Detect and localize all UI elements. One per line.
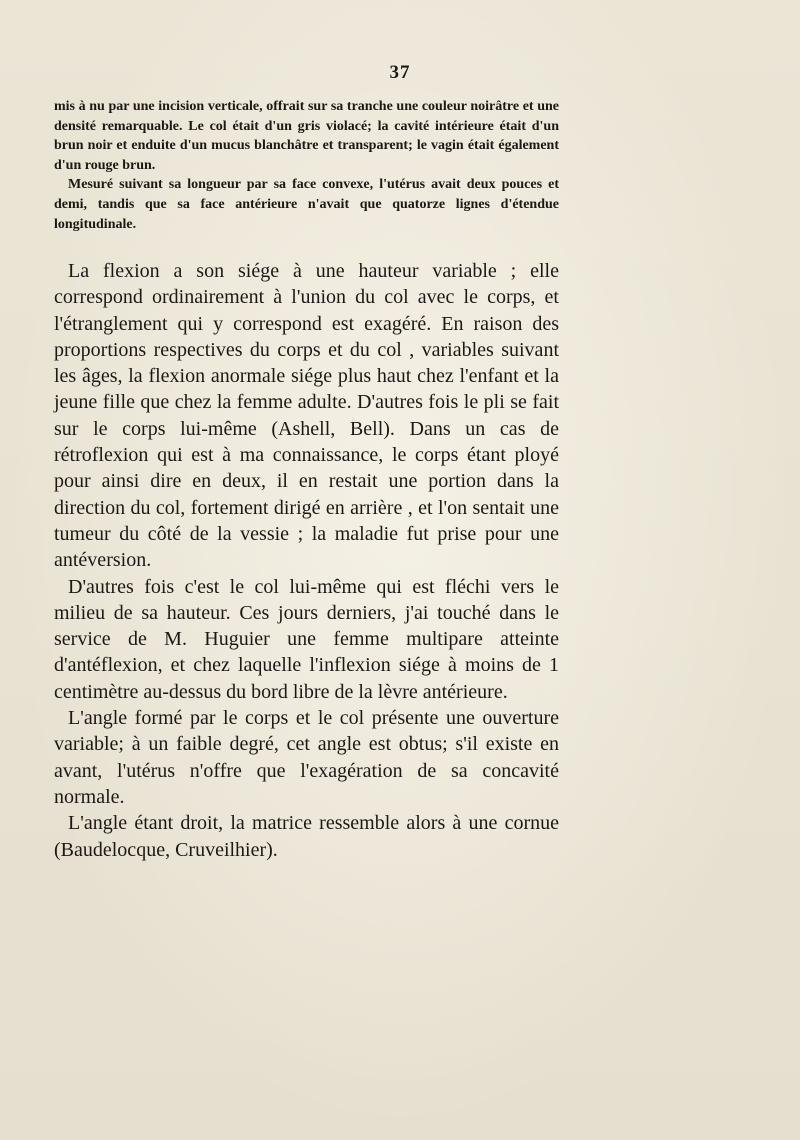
page-number: 37 (389, 62, 411, 83)
paragraph-cornue: L'angle étant droit, la matrice ressemble alors à une cornue (Baudelocque, Cruveilhier). (54, 812, 559, 861)
small-print-section (54, 97, 559, 234)
paragraph-col-flechi: D'autres fois c'est le col lui-même qui est fléchi vers le milieu de sa hauteur. Ces jours derniers, j'ai touché dans le service de M. Huguier une femme multipare atteinte d'antéflexion, et chez laquelle l'inflexion siége à moins de 1 centimètre au-dessus du bord libre de la lèvre antérieure. (54, 575, 559, 703)
paragraph-flexion: La flexion a son siége à une hauteur variable ; elle correspond ordinairement à l'union du col avec le corps, et l'étranglement qui y correspond est exagéré. En raison des proportions respectives du corps et du col , variables suivant les âges, la flexion anormale siége plus haut chez l'enfant et la jeune fille que chez la femme adulte. D'autres fois le pli se fait sur le corps lui-même (Ashell, Bell). Dans un cas de rétroflexion qui est à ma connaissance, le corps étant ployé pour ainsi dire en deux, il en restait une portion dans la direction du col, fortement dirigé en arrière , et l'on sentait une tumeur du côté de la vessie ; la maladie fut prise pour une antéversion. (54, 260, 559, 572)
small-paragraph-2: Mesuré suivant sa longueur par sa face convexe, l'utérus avait deux pouces et demi, tandis que sa face antérieure n'avait que quatorze lignes d'étendue longitudinale. (54, 177, 559, 232)
paragraph-angle: L'angle formé par le corps et le col présente une ouverture variable; à un faible degré, cet angle est obtus; s'il existe en avant, l'utérus n'offre que l'exagération de sa concavité normale. (54, 707, 559, 808)
small-paragraph-1: mis à nu par une incision verticale, offrait sur sa tranche une couleur noirâtre et une densité remarquable. Le col était d'un gris violacé; la cavité intérieure était d'un brun noir et enduite d'un mucus blanchâtre et transparent; le vagin était également d'un rouge brun. (54, 99, 559, 173)
main-text-section (54, 258, 559, 863)
